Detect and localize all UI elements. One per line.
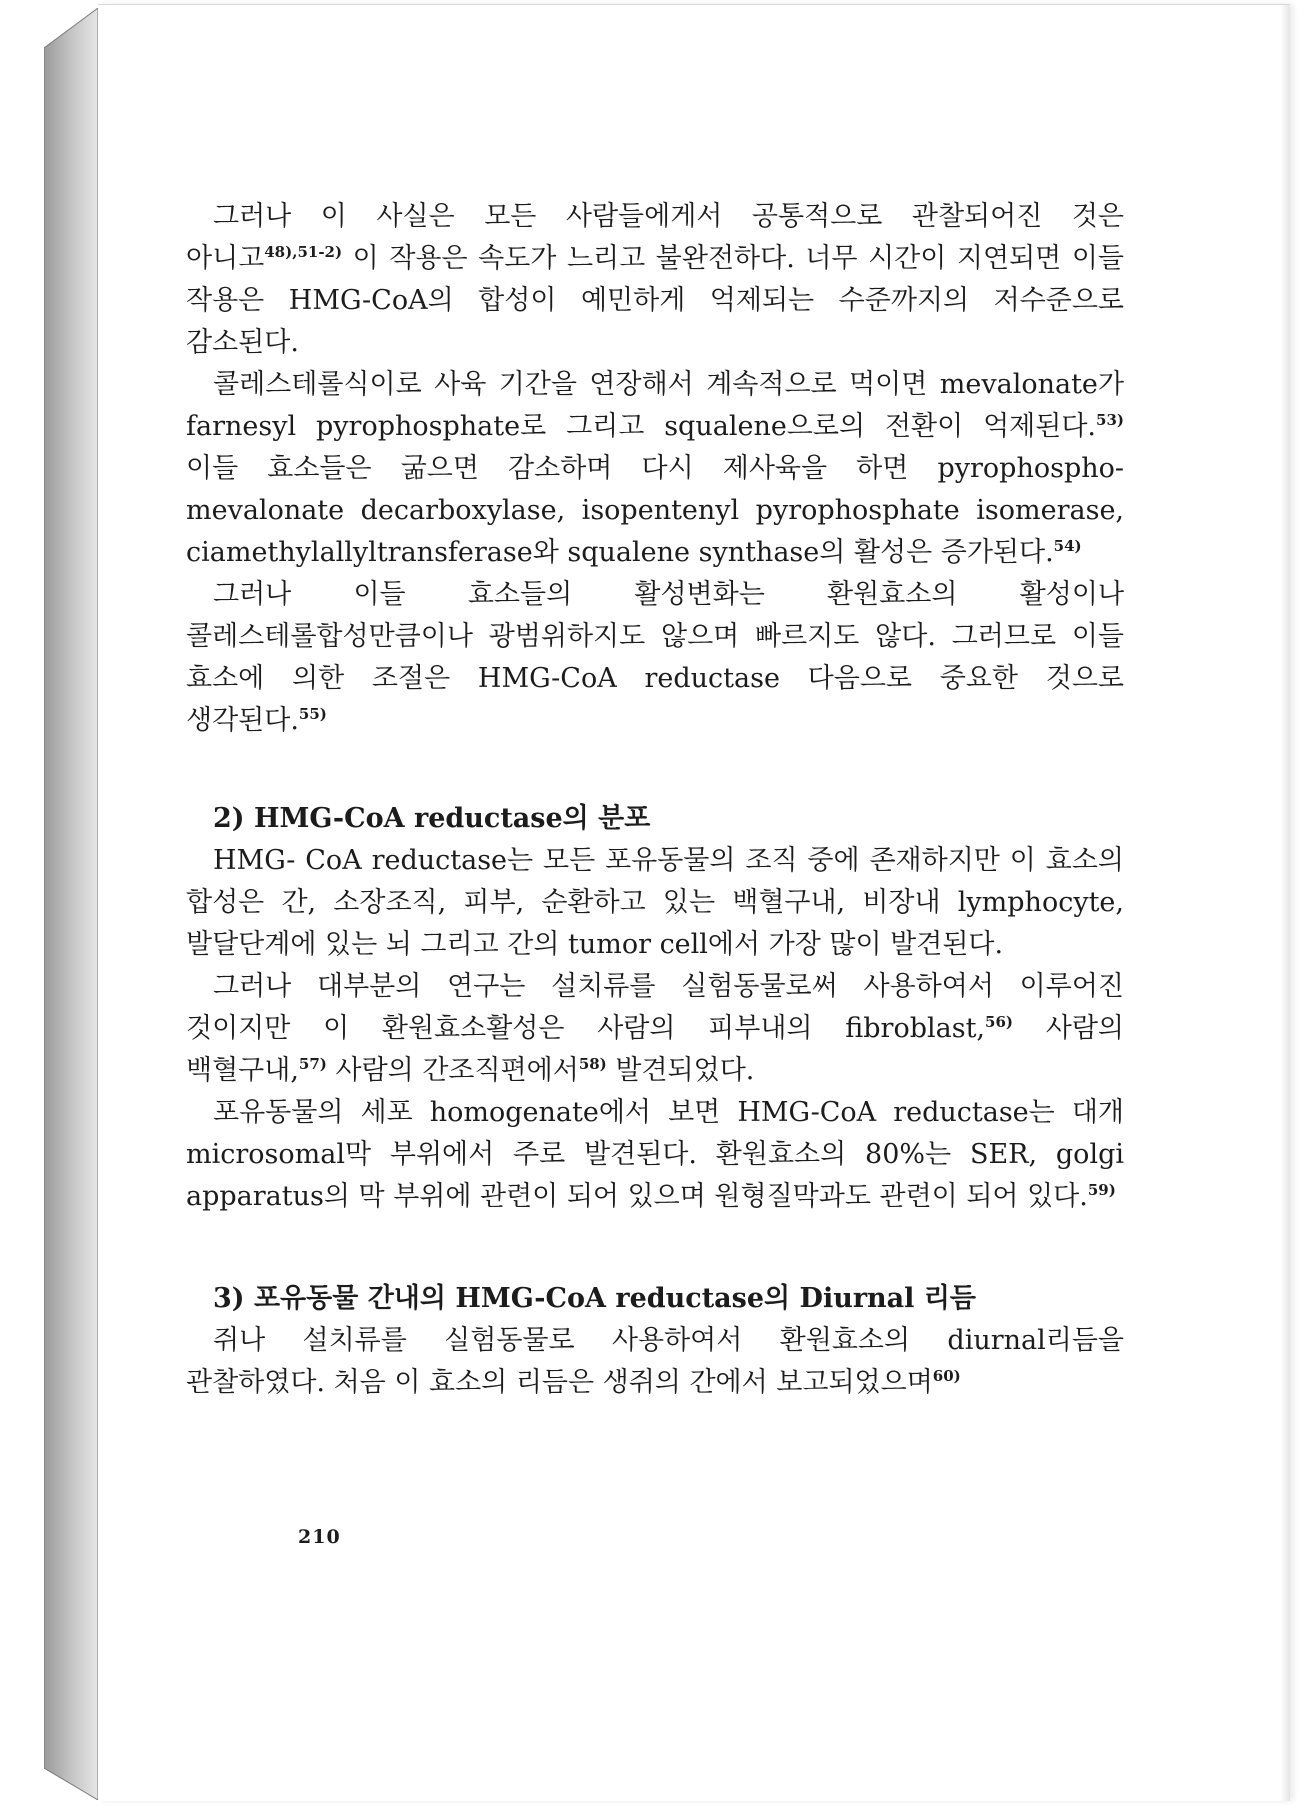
citation: 48),51-2) (264, 243, 343, 261)
paragraph: 그러나 이들 효소들의 활성변화는 환원효소의 활성이나 콜레스테롤합성만큼이나 광범위하지도 않으며 빠르지도 않다. 그러므로 이들 효소에 의한 조절은 HMG-CoA reductase 다음으로 중요한 것으로 생각된다.$^{55)}$ (186, 579, 1124, 736)
citation: 55) (298, 705, 327, 723)
citation: 57) (298, 1055, 327, 1073)
citation: 59) (1087, 1181, 1116, 1199)
citation: 53) (1096, 411, 1124, 429)
page-text (186, 196, 1124, 1404)
citation: 58) (578, 1055, 607, 1073)
paragraph: 포유동물의 세포 homogenate에서 보면 HMG-CoA reductase는 대개 microsomal막 부위에서 주로 발견된다. 환원효소의 80%는 SER, golgi apparatus의 막 부위에 관련이 되어 있으며 원형질막과도 관련이 되어 있다.$^{59)}$ (186, 1097, 1124, 1212)
paragraph: HMG- CoA reductase는 모든 포유동물의 조직 중에 존재하지만 이 효소의 합성은 간, 소장조직, 피부, 순환하고 있는 백혈구내, 비장내 lymphocyte, 발달단계에 있는 뇌 그리고 간의 tumor cell에서 가장 많이 발견된다. (186, 845, 1124, 960)
section-heading: 2) HMG-CoA reductase의 분포 (213, 803, 651, 834)
paragraph: 그러나 이 사실은 모든 사람들에게서 공통적으로 관찰되어진 것은 아니고$^{48),51-2)}$ 이 작용은 속도가 느리고 불완전하다. 너무 시간이 지연되면 이들 작용은 HMG-CoA의 합성이 예민하게 억제되는 수준까지의 저수준으로 감소된다. (186, 201, 1124, 358)
page-number: 210 (298, 1526, 341, 1548)
section-gap (186, 742, 1124, 798)
citation: 60) (932, 1367, 961, 1385)
citation: 54) (1053, 537, 1082, 555)
paragraph: 쥐나 설치류를 실험동물로 사용하여서 환원효소의 diurnal리듬을 관찰하였다. 처음 이 효소의 리듬은 생쥐의 간에서 보고되었으며$^{60)}$ (186, 1325, 1124, 1398)
paragraph: 그러나 대부분의 연구는 설치류를 실험동물로써 사용하여서 이루어진 것이지만 이 환원효소활성은 사람의 피부내의 fibroblast,$^{56)}$ 사람의 백혈구내,$^{57)}$ 사람의 간조직편에서$^{58)}$ 발견되었다. (186, 971, 1124, 1086)
page-edge-shadow (1280, 5, 1290, 1801)
book-spine (44, 8, 100, 1800)
section-gap (186, 1218, 1124, 1278)
section-heading: 3) 포유동물 간내의 HMG-CoA reductase의 Diurnal 리듬 (213, 1283, 976, 1314)
paragraph: 콜레스테롤식이로 사육 기간을 연장해서 계속적으로 먹이면 mevalonate가 farnesyl pyrophosphate로 그리고 squalene으로의 전환이 억제된다.$^{53)}$ 이들 효소들은 굶으면 감소하며 다시 제사육을 하면 pyrophospho-mevalonate decarboxylase, isopentenyl pyrophosphate isomerase, ciamethylallyltransferase와 squalene synthase의 활성은 증가된다.$^{54)}$ (186, 369, 1124, 568)
citation: 56) (985, 1013, 1013, 1031)
